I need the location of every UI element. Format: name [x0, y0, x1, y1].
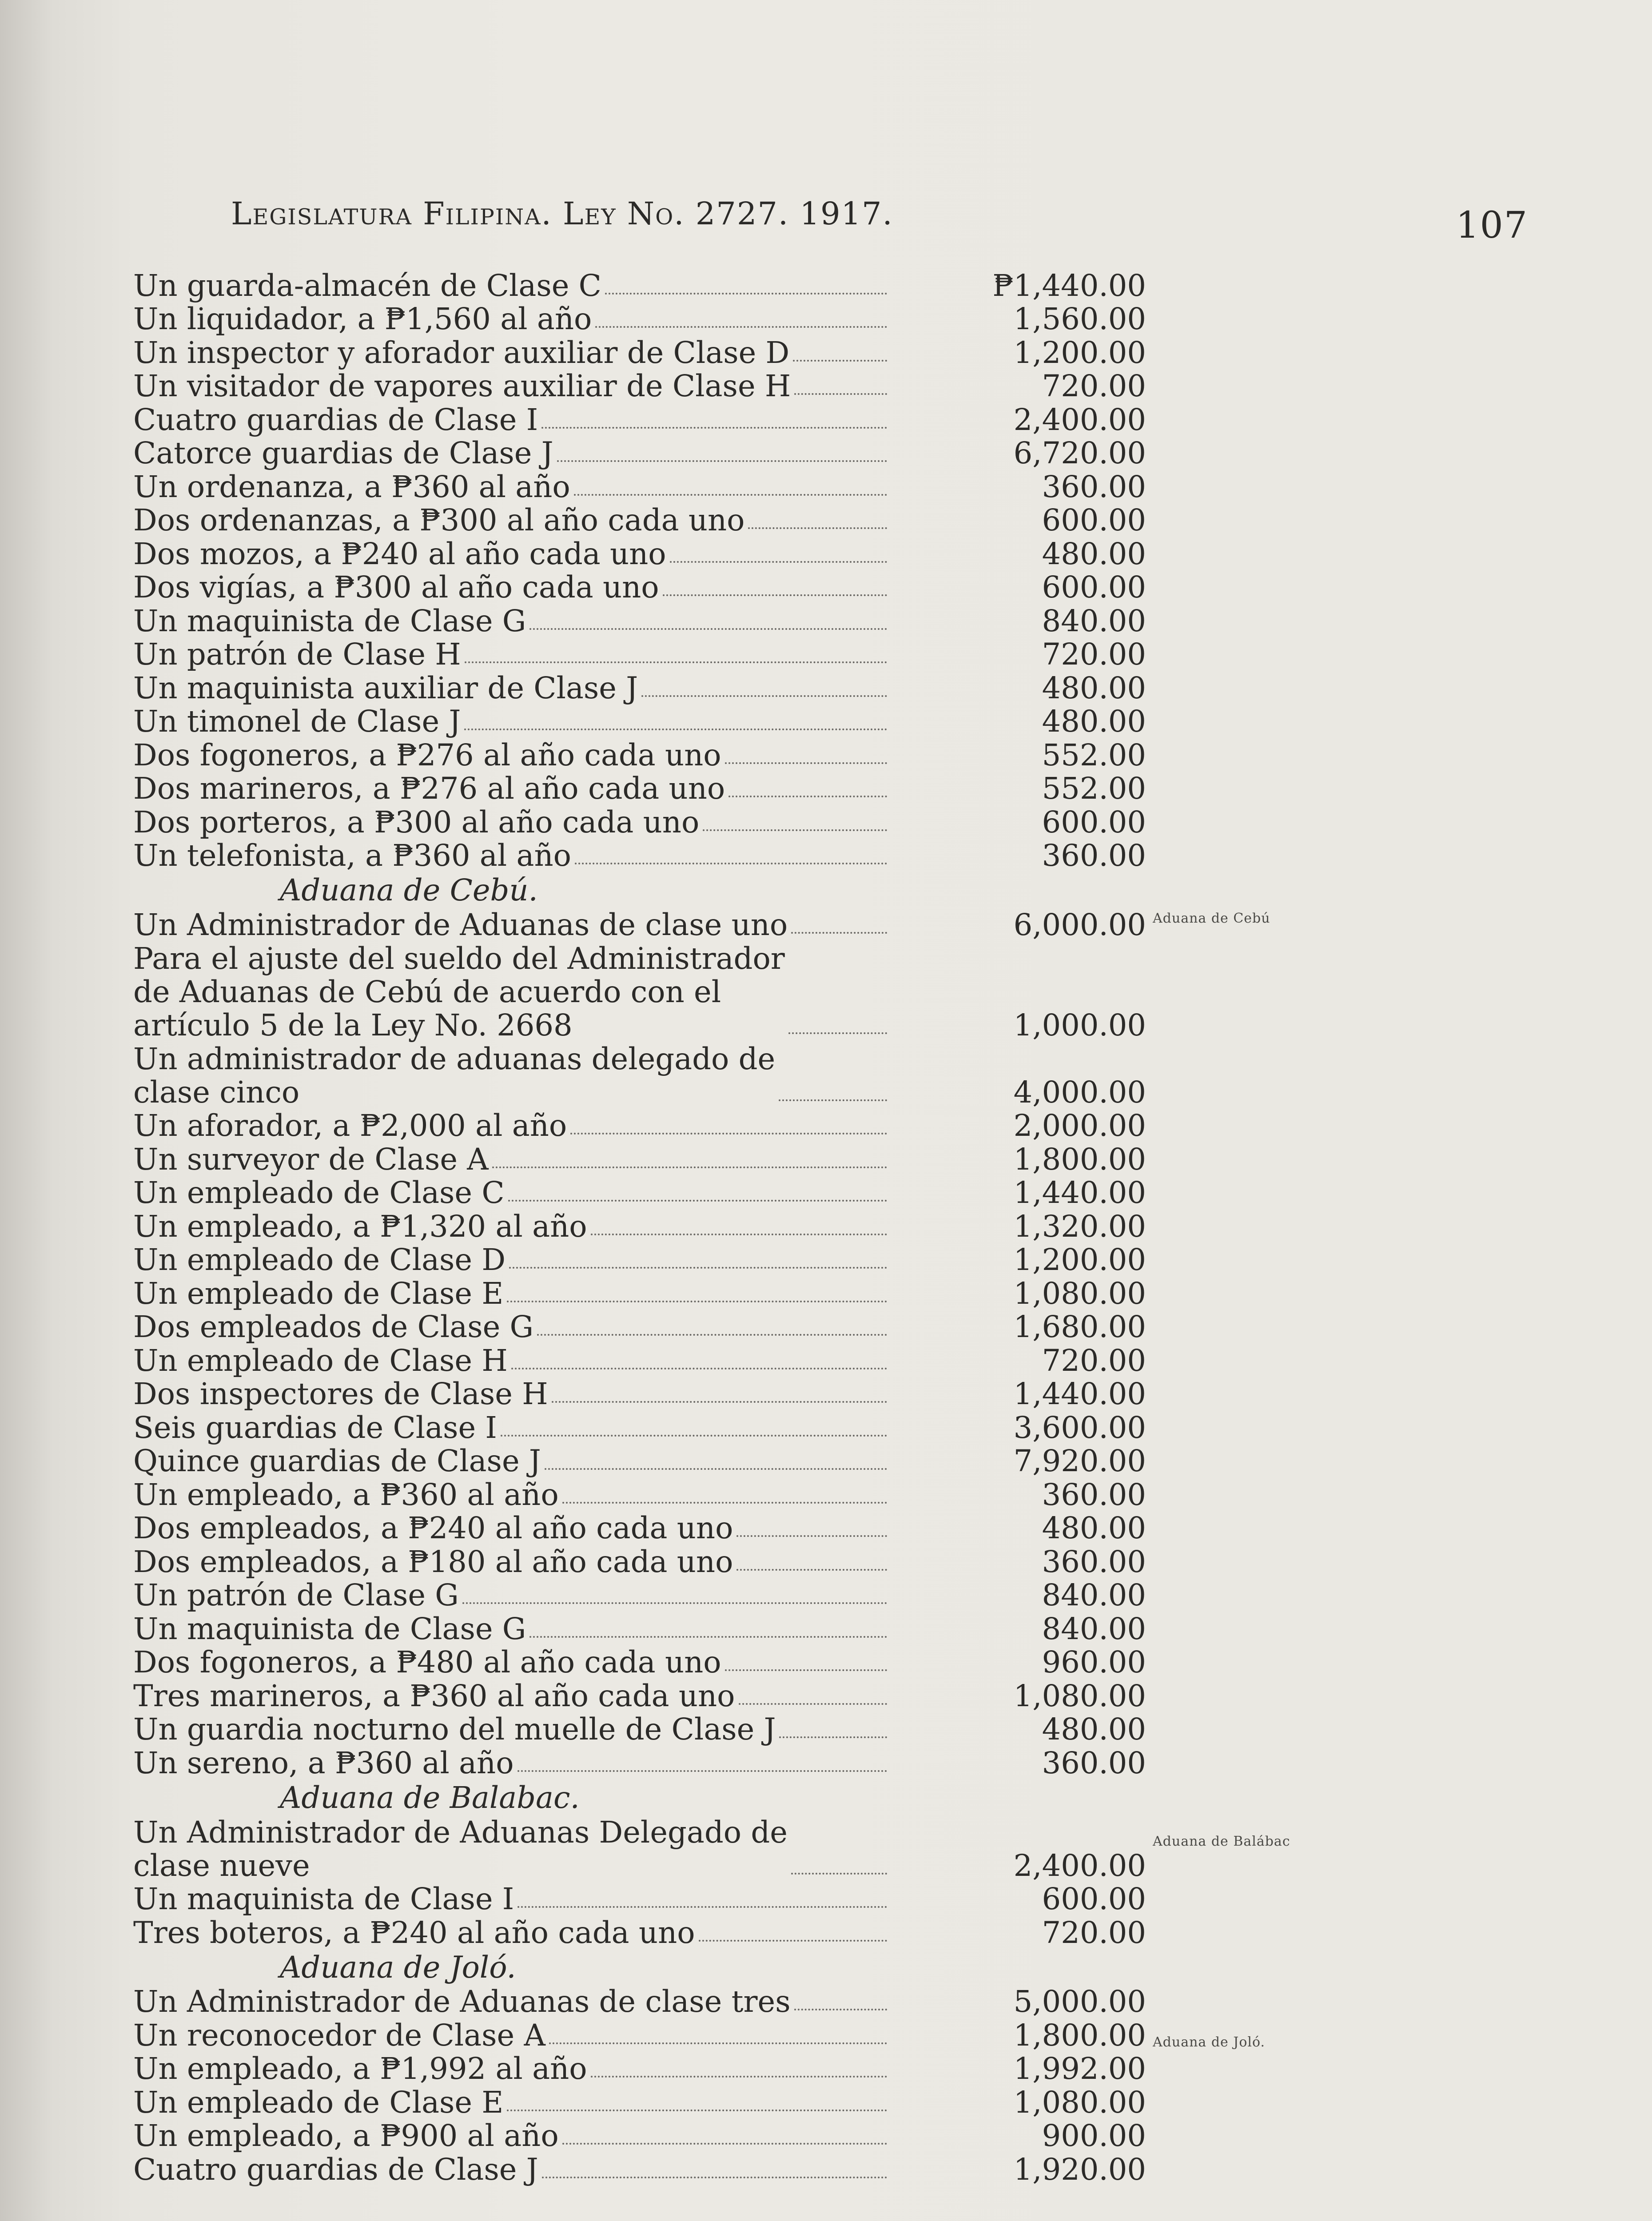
line-item-label-cell [133, 336, 891, 370]
line-item-label: Un empleado de Clase C [133, 1175, 505, 1210]
section-title-balabac: Aduana de Balabac. [280, 1780, 580, 1815]
line-item-label: Para el ajuste del sueldo del Administrador de Aduanas de Cebú de acuerdo con el artículo 5 de la Ley No. 2668 [133, 941, 785, 1043]
line-item-amount: 1,000.00 [1013, 1007, 1146, 1043]
line-item-label: Dos marineros, a ₱276 al año cada uno [133, 771, 725, 806]
line-item [133, 1243, 1146, 1277]
line-item-label-cell [133, 2052, 891, 2086]
line-item-amount: 7,920.00 [1013, 1444, 1146, 1478]
line-item-label: Un patrón de Clase G [133, 1578, 459, 1612]
line-item [133, 2018, 1146, 2052]
section-first [133, 269, 1146, 872]
line-item-label-cell [133, 1747, 891, 1780]
line-item-label: Un maquinista de Clase G [133, 1611, 526, 1646]
line-item [133, 1985, 1146, 2019]
line-item [133, 1815, 1146, 1883]
line-item-label-cell [133, 1143, 891, 1176]
line-item [133, 269, 1146, 303]
line-item-amount: 840.00 [1042, 1611, 1146, 1646]
line-item-label: Un maquinista de Clase G [133, 603, 526, 638]
line-item-label-cell [133, 2153, 891, 2186]
dot-leader [748, 527, 887, 529]
dot-leader [464, 728, 887, 730]
line-item-amount: 960.00 [1042, 1645, 1146, 1680]
line-item-label: Un telefonista, a ₱360 al año [133, 838, 571, 873]
line-item-label: Un Administrador de Aduanas de clase tres [133, 1984, 791, 2019]
dot-leader [465, 661, 887, 663]
line-item [133, 1612, 1146, 1646]
line-item [133, 1916, 1146, 1950]
line-item-label: Un timonel de Clase J [133, 704, 461, 739]
line-item [133, 504, 1146, 537]
line-item-label: Un sereno, a ₱360 al año [133, 1745, 514, 1780]
line-item-label-cell [133, 705, 891, 738]
line-item-label-cell [133, 1176, 891, 1210]
line-item-label-cell [133, 908, 891, 942]
line-item-label-cell [133, 1512, 891, 1545]
line-item-amount: 480.00 [1042, 1712, 1146, 1747]
line-item-label-cell [133, 1210, 891, 1243]
line-item-label: Un maquinista auxiliar de Clase J [133, 670, 638, 705]
dot-leader [591, 1234, 887, 1235]
line-item-label: Un empleado de Clase H [133, 1343, 508, 1378]
dot-leader [605, 293, 887, 295]
dot-leader [703, 829, 887, 831]
line-item-label: Un ordenanza, a ₱360 al año [133, 469, 570, 504]
margin-note-balabac: Aduana de Balábac [1153, 1834, 1290, 1849]
line-item-label-cell [133, 437, 891, 470]
line-item-amount: 2,400.00 [1013, 402, 1146, 437]
line-item-label: Dos fogoneros, a ₱276 al año cada uno [133, 737, 721, 772]
line-item-amount: 480.00 [1042, 670, 1146, 705]
dot-leader [545, 1468, 887, 1470]
dot-leader [557, 460, 887, 462]
line-item-amount: 480.00 [1042, 536, 1146, 571]
dot-leader [507, 1301, 887, 1302]
line-item [133, 571, 1146, 605]
line-item-label-cell [133, 2119, 891, 2153]
line-item-label: Un guardia nocturno del muelle de Clase J [133, 1712, 776, 1747]
line-item-label-cell [133, 772, 891, 805]
line-item-amount: 840.00 [1042, 1578, 1146, 1612]
line-item [133, 2119, 1146, 2153]
line-item-amount: 3,600.00 [1013, 1410, 1146, 1445]
line-item-label-cell [133, 2086, 891, 2119]
line-item-label: Dos inspectores de Clase H [133, 1377, 548, 1411]
line-item [133, 303, 1146, 336]
line-item-label: Un aforador, a ₱2,000 al año [133, 1108, 567, 1143]
dot-leader [791, 932, 887, 934]
line-item-amount: 600.00 [1042, 570, 1146, 605]
line-item-label: Dos mozos, a ₱240 al año cada uno [133, 536, 666, 571]
line-item [133, 942, 1146, 1042]
line-item-label: Un empleado, a ₱360 al año [133, 1477, 559, 1512]
line-item-label-cell [133, 403, 891, 437]
line-item-amount: 840.00 [1042, 603, 1146, 638]
line-item-label: Un empleado de Clase E [133, 2085, 504, 2120]
line-item-label: Un visitador de vapores auxiliar de Clase H [133, 369, 791, 403]
dot-leader [542, 2177, 887, 2178]
line-item [133, 1679, 1146, 1713]
dot-leader [725, 1669, 887, 1671]
line-item-label-cell [133, 1713, 891, 1746]
line-item [133, 1176, 1146, 1210]
line-item [133, 470, 1146, 504]
line-item-amount: 1,800.00 [1013, 2018, 1146, 2053]
line-item-amount: 360.00 [1042, 838, 1146, 873]
line-item-label-cell [133, 806, 891, 839]
line-item [133, 2153, 1146, 2186]
dot-leader [739, 1703, 888, 1705]
line-item [133, 1512, 1146, 1545]
dot-leader [736, 1569, 887, 1571]
dot-leader [595, 326, 887, 328]
line-item [133, 1109, 1146, 1143]
line-item-label: Un maquinista de Clase I [133, 1882, 514, 1916]
line-item [133, 537, 1146, 571]
dot-leader [794, 393, 887, 395]
line-item-amount: 720.00 [1042, 369, 1146, 403]
dot-leader [641, 695, 887, 697]
line-item [133, 1344, 1146, 1377]
line-item [133, 772, 1146, 806]
dot-leader [507, 2110, 887, 2111]
dot-leader [529, 1636, 887, 1638]
line-item-label-cell [133, 1883, 891, 1916]
section-title-jolo: Aduana de Joló. [280, 1950, 516, 1985]
line-item [133, 1478, 1146, 1512]
margin-note-cebu: Aduana de Cebú [1153, 911, 1270, 926]
line-item [133, 638, 1146, 672]
dot-leader [791, 1873, 887, 1875]
line-item-label: Un surveyor de Clase A [133, 1142, 489, 1177]
line-item-label-cell [133, 1310, 891, 1344]
dot-leader [541, 427, 887, 429]
dot-leader [529, 628, 887, 630]
page-header [231, 182, 1528, 249]
dot-leader [794, 2009, 887, 2010]
dot-leader [670, 561, 887, 563]
line-item-amount: 1,992.00 [1013, 2051, 1146, 2086]
line-item-label: Un reconocedor de Clase A [133, 2018, 545, 2053]
line-item [133, 805, 1146, 839]
dot-leader [699, 1940, 887, 1942]
line-item-label-cell [133, 1344, 891, 1377]
line-item-amount: 1,680.00 [1013, 1310, 1146, 1344]
line-item-label-cell [133, 269, 891, 303]
dot-leader [575, 863, 887, 864]
line-item-label-cell [133, 1109, 891, 1142]
line-item [133, 1646, 1146, 1680]
line-item-label: Cuatro guardias de Clase J [133, 2152, 538, 2187]
line-item-label-cell [133, 370, 891, 403]
line-item-amount: ₱1,440.00 [992, 268, 1146, 303]
section-jolo [133, 1985, 1146, 2186]
line-item [133, 1042, 1146, 1109]
dot-leader [517, 1770, 887, 1772]
line-item [133, 403, 1146, 437]
dot-leader [728, 796, 887, 797]
line-item-label-cell [133, 672, 891, 705]
line-item-label: Un administrador de aduanas delegado de clase cinco [133, 1041, 776, 1110]
section-balabac [133, 1815, 1146, 1950]
dot-leader [793, 360, 887, 362]
line-item-amount: 1,200.00 [1013, 1242, 1146, 1277]
line-item-label: Un patrón de Clase H [133, 637, 461, 672]
line-item-label: Dos ordenanzas, a ₱300 al año cada uno [133, 503, 745, 537]
line-item-label: Dos empleados, a ₱180 al año cada uno [133, 1544, 733, 1579]
margin-note-jolo: Aduana de Joló. [1153, 2034, 1266, 2050]
dot-leader [501, 1435, 887, 1437]
line-item-label-cell [133, 1478, 891, 1512]
section-cebu [133, 908, 1146, 1780]
dot-leader [591, 2076, 887, 2078]
line-item [133, 2086, 1146, 2119]
line-item [133, 1579, 1146, 1612]
line-item-label-cell [133, 605, 891, 638]
line-item-amount: 5,000.00 [1013, 1984, 1146, 2019]
line-item-label-cell [133, 1680, 891, 1713]
line-item-amount: 480.00 [1042, 704, 1146, 739]
line-item [133, 604, 1146, 638]
dot-leader [508, 1200, 887, 1202]
line-item-label-cell [133, 1816, 891, 1883]
line-item-amount: 2,000.00 [1013, 1108, 1146, 1143]
line-item-amount: 1,560.00 [1013, 302, 1146, 336]
line-item-amount: 360.00 [1042, 469, 1146, 504]
line-item-label: Un liquidador, a ₱1,560 al año [133, 302, 592, 336]
line-item [133, 1746, 1146, 1780]
line-item-amount: 1,440.00 [1013, 1377, 1146, 1411]
dot-leader [788, 1032, 887, 1034]
line-item-amount: 1,800.00 [1013, 1142, 1146, 1177]
line-item-amount: 2,400.00 [1013, 1848, 1146, 1883]
line-item-label: Dos fogoneros, a ₱480 al año cada uno [133, 1645, 721, 1680]
line-item-label-cell [133, 1377, 891, 1411]
line-item [133, 839, 1146, 873]
line-item-label: Tres marineros, a ₱360 al año cada uno [133, 1678, 735, 1713]
line-item [133, 336, 1146, 370]
line-item-label: Dos empleados, a ₱240 al año cada uno [133, 1511, 733, 1545]
line-item-label: Un empleado de Clase E [133, 1276, 504, 1311]
line-item-amount: 600.00 [1042, 1882, 1146, 1916]
line-item-label: Un Administrador de Aduanas de clase uno [133, 907, 788, 942]
line-item-amount: 1,080.00 [1013, 2085, 1146, 2120]
line-item-label: Cuatro guardias de Clase I [133, 402, 538, 437]
dot-leader [517, 1906, 887, 1908]
line-item-label: Un empleado, a ₱1,992 al año [133, 2051, 587, 2086]
line-item [133, 1210, 1146, 1243]
line-item [133, 1445, 1146, 1478]
line-item-label: Un empleado, a ₱900 al año [133, 2118, 559, 2153]
salary-schedule [133, 269, 1146, 2186]
line-item-amount: 1,320.00 [1013, 1209, 1146, 1244]
line-item-label-cell [133, 470, 891, 504]
dot-leader [562, 1502, 887, 1504]
line-item [133, 2052, 1146, 2086]
dot-leader [509, 1267, 887, 1269]
line-item-label-cell [133, 504, 891, 537]
line-item [133, 370, 1146, 403]
line-item-label-cell [133, 1646, 891, 1679]
line-item-label: Un guarda-almacén de Clase C [133, 268, 601, 303]
line-item-label-cell [133, 1277, 891, 1310]
line-item [133, 1545, 1146, 1579]
line-item-label-cell [133, 303, 891, 336]
dot-leader [511, 1368, 887, 1369]
line-item-label-cell [133, 942, 891, 1042]
line-item [133, 908, 1146, 942]
line-item-amount: 480.00 [1042, 1511, 1146, 1545]
dot-leader [736, 1535, 887, 1537]
dot-leader [537, 1334, 887, 1336]
line-item-label-cell [133, 1043, 891, 1109]
line-item-amount: 720.00 [1042, 637, 1146, 672]
line-item-amount: 1,440.00 [1013, 1175, 1146, 1210]
line-item-label-cell [133, 839, 891, 872]
line-item-amount: 1,200.00 [1013, 335, 1146, 370]
page-number: 107 [1456, 204, 1528, 247]
line-item-amount: 720.00 [1042, 1343, 1146, 1378]
line-item-label-cell [133, 1545, 891, 1579]
line-item-amount: 6,000.00 [1013, 907, 1146, 942]
line-item-label: Un inspector y aforador auxiliar de Clase D [133, 335, 790, 370]
line-item-label: Dos vigías, a ₱300 al año cada uno [133, 570, 659, 605]
line-item-label-cell [133, 739, 891, 772]
line-item-amount: 600.00 [1042, 503, 1146, 537]
line-item-label: Tres boteros, a ₱240 al año cada uno [133, 1915, 695, 1950]
line-item-amount: 1,920.00 [1013, 2152, 1146, 2187]
line-item [133, 1377, 1146, 1411]
line-item [133, 705, 1146, 739]
line-item-amount: 6,720.00 [1013, 436, 1146, 470]
line-item-label: Un empleado de Clase D [133, 1242, 506, 1277]
section-title-cebu: Aduana de Cebú. [280, 873, 538, 908]
line-item-label: Seis guardias de Clase I [133, 1410, 497, 1445]
dot-leader [462, 1602, 887, 1604]
line-item-amount: 900.00 [1042, 2118, 1146, 2153]
line-item-amount: 4,000.00 [1013, 1075, 1146, 1110]
line-item-label-cell [133, 1411, 891, 1445]
dot-leader [779, 1736, 887, 1738]
line-item [133, 671, 1146, 705]
line-item-label-cell [133, 1243, 891, 1277]
dot-leader [552, 1401, 887, 1403]
dot-leader [725, 762, 887, 764]
line-item-label: Quince guardias de Clase J [133, 1444, 541, 1478]
line-item-label-cell [133, 1916, 891, 1950]
dot-leader [779, 1099, 887, 1101]
line-item [133, 738, 1146, 772]
line-item-label-cell [133, 1612, 891, 1646]
line-item [133, 1883, 1146, 1916]
dot-leader [562, 2143, 887, 2145]
line-item-amount: 600.00 [1042, 804, 1146, 840]
line-item-label: Dos porteros, a ₱300 al año cada uno [133, 804, 700, 840]
line-item-amount: 552.00 [1042, 737, 1146, 772]
line-item-amount: 720.00 [1042, 1915, 1146, 1950]
dot-leader [663, 594, 887, 596]
line-item-amount: 360.00 [1042, 1745, 1146, 1780]
line-item-label-cell [133, 638, 891, 671]
line-item-label: Dos empleados de Clase G [133, 1310, 534, 1344]
line-item [133, 1142, 1146, 1176]
dot-leader [570, 1133, 887, 1134]
line-item [133, 1411, 1146, 1445]
dot-leader [574, 494, 887, 496]
line-item-label: Un empleado, a ₱1,320 al año [133, 1209, 587, 1244]
line-item-label-cell [133, 571, 891, 604]
line-item-label-cell [133, 537, 891, 571]
dot-leader [549, 2042, 887, 2044]
line-item [133, 1277, 1146, 1310]
line-item-label: Catorce guardias de Clase J [133, 436, 553, 470]
line-item-label-cell [133, 1445, 891, 1478]
line-item-amount: 360.00 [1042, 1544, 1146, 1579]
dot-leader [492, 1166, 887, 1168]
line-item-label: Un Administrador de Aduanas Delegado de clase nueve [133, 1815, 788, 1883]
line-item-label-cell [133, 1985, 891, 2018]
line-item-amount: 1,080.00 [1013, 1276, 1146, 1311]
line-item-label-cell [133, 1579, 891, 1612]
line-item [133, 1310, 1146, 1344]
line-item-amount: 1,080.00 [1013, 1678, 1146, 1713]
running-head: Legislatura Filipina. Ley No. 2727. 1917. [231, 195, 893, 232]
line-item-amount: 552.00 [1042, 771, 1146, 806]
line-item [133, 1713, 1146, 1747]
line-item-amount: 360.00 [1042, 1477, 1146, 1512]
line-item [133, 437, 1146, 470]
line-item-label-cell [133, 2019, 891, 2052]
